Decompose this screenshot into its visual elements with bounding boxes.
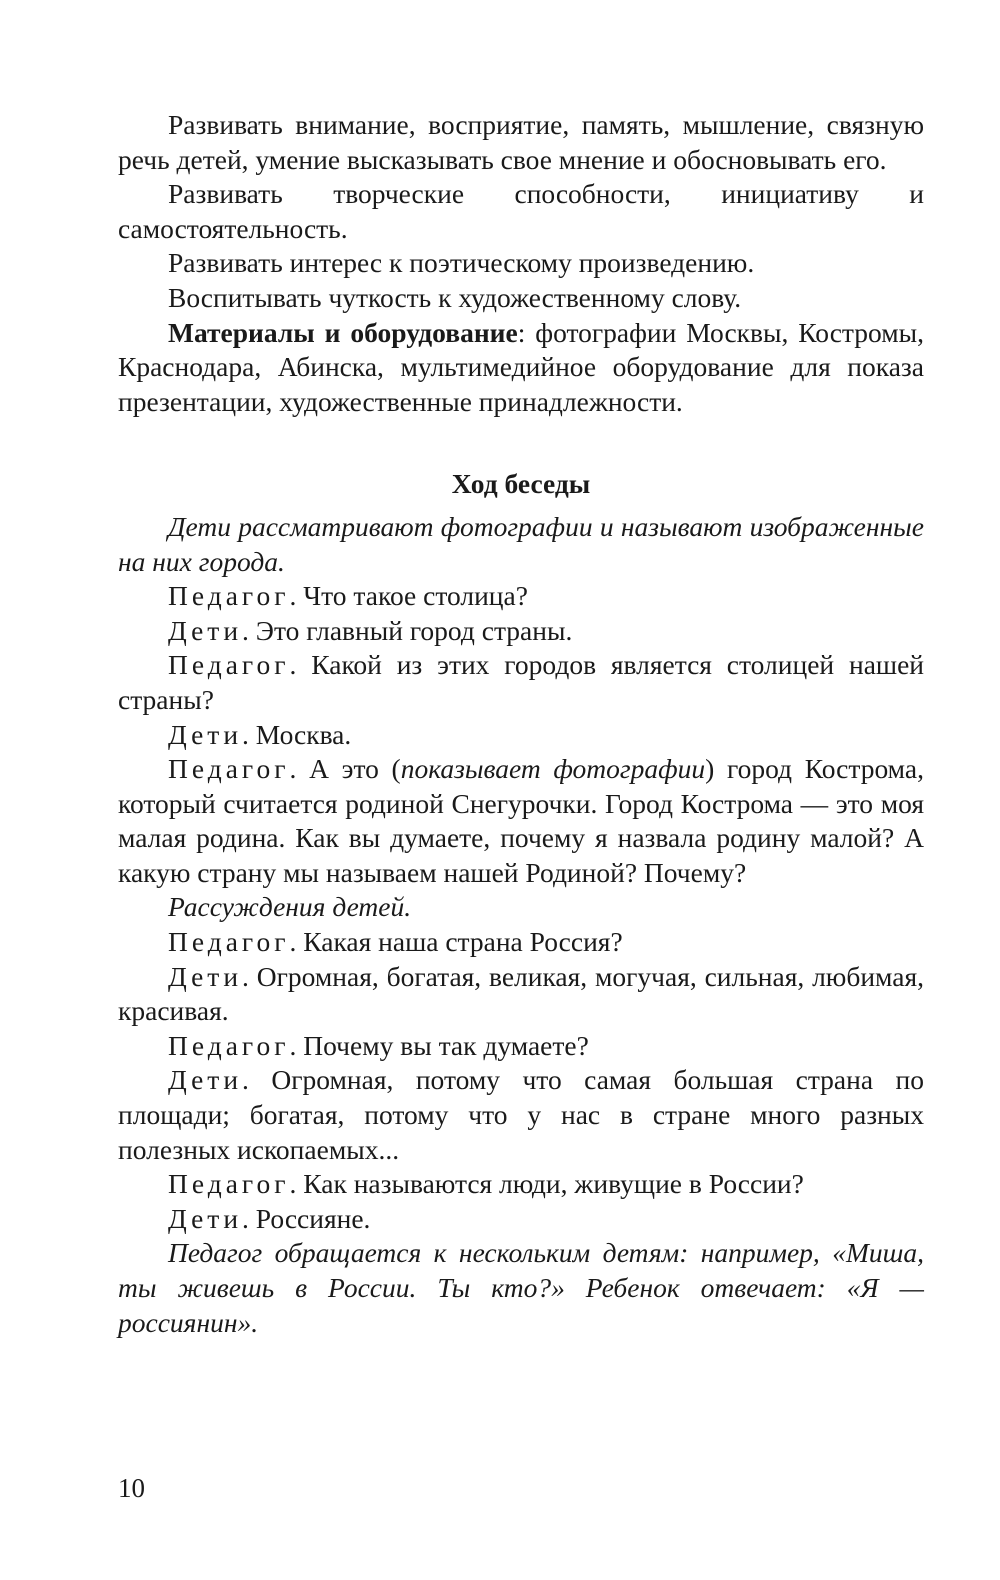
dialogue-line: Дети. Россияне. bbox=[168, 1202, 371, 1234]
dialogue-line: Дети. Огромная, потому что самая большая страна по площади; богатая, потому что у нас в стране много разных полезных ископаемых... bbox=[118, 1064, 924, 1165]
stage-direction: Рассуждения детей. bbox=[168, 891, 412, 923]
speaker-children: Дети bbox=[168, 718, 243, 750]
materials-label: Материалы и оборудование bbox=[168, 316, 518, 348]
speaker-teacher: Педагог bbox=[168, 580, 290, 612]
speaker-teacher: Педагог bbox=[168, 649, 290, 681]
paragraph-goal-4: Воспитывать чуткость к художественному слову. bbox=[168, 281, 742, 313]
paragraph-goal-1: Развивать внимание, восприятие, память, мышление, связную речь детей, умение высказывать свое мнение и обосновывать его. bbox=[118, 109, 924, 175]
paragraph-materials bbox=[118, 316, 924, 420]
speaker-teacher: Педагог bbox=[168, 1029, 290, 1061]
page-number: 10 bbox=[118, 1473, 145, 1503]
dialogue-line: Дети. Огромная, богатая, великая, могучая, сильная, любимая, красивая. bbox=[118, 960, 924, 1027]
paragraph-goal-2: Развивать творческие способности, инициативу и самостоятельность. bbox=[118, 178, 924, 244]
speaker-children: Дети bbox=[168, 614, 243, 646]
section-heading: Ход беседы bbox=[451, 468, 591, 500]
dialogue-line: Педагог. Что такое столица? bbox=[168, 580, 528, 612]
dialogue-line: Педагог. Как называются люди, живущие в России? bbox=[168, 1168, 804, 1200]
speaker-children: Дети bbox=[168, 1064, 243, 1096]
speaker-teacher: Педагог bbox=[168, 753, 290, 785]
materials-text: : фотографии Москвы, Костромы, Краснодара, Абинска, мультимедийное оборудование для показа презентации, художественные принадлежности. bbox=[118, 316, 924, 417]
stage-direction-closing: Педагог обращается к нескольким детям: например, «Миша, ты живешь в России. Ты кто?» Ребенок отвечает: «Я — россиянин». bbox=[118, 1237, 924, 1338]
speaker-teacher: Педагог bbox=[168, 1168, 290, 1200]
dialogue-line: Педагог. Какой из этих городов является столицей нашей страны? bbox=[118, 649, 924, 715]
speaker-children: Дети bbox=[168, 1202, 243, 1234]
dialogue-line: Педагог. Почему вы так думаете? bbox=[168, 1029, 589, 1061]
dialogue-line: Дети. Москва. bbox=[168, 718, 352, 750]
speaker-teacher: Педагог bbox=[168, 926, 290, 958]
page-body bbox=[118, 108, 924, 1340]
dialogue-line: Педагог. А это (показывает фотографии) город Кострома, который считается родиной Снегурочки. Город Кострома — это моя малая родина. Как вы думаете, почему я назвала родину малой? А какую страну мы называем нашей Родиной? Почему? bbox=[118, 753, 924, 888]
speaker-children: Дети bbox=[168, 960, 243, 992]
stage-direction-intro: Дети рассматривают фотографии и называют изображенные на них города. bbox=[118, 510, 924, 577]
paragraph-goal-3: Развивать интерес к поэтическому произведению. bbox=[168, 247, 755, 279]
dialogue-line: Педагог. Какая наша страна Россия? bbox=[168, 926, 623, 958]
dialogue-line: Дети. Это главный город страны. bbox=[168, 614, 573, 646]
